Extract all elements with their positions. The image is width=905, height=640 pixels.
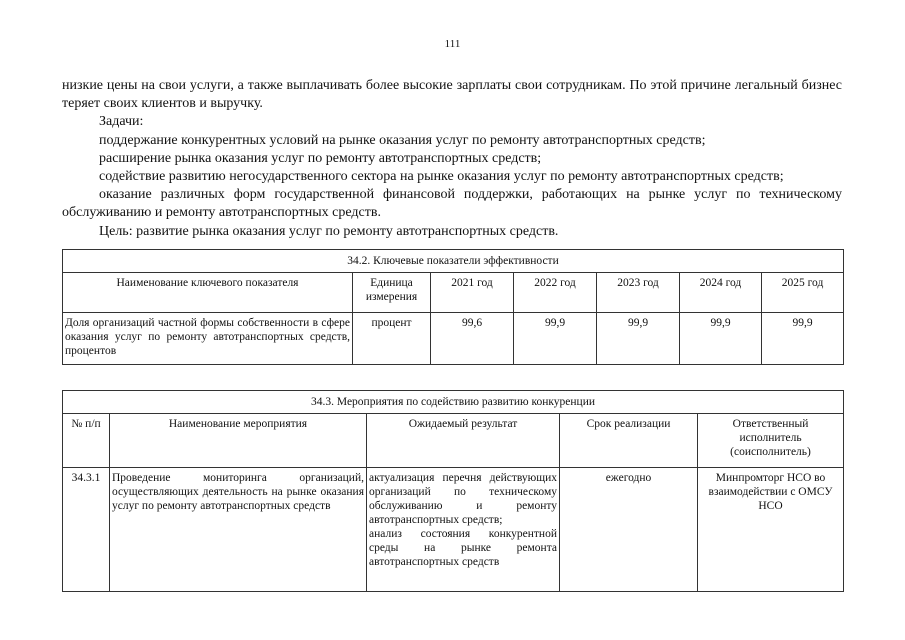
- measures-header-name: Наименование мероприятия: [110, 414, 367, 468]
- kpi-table: [62, 249, 844, 365]
- kpi-row-unit: процент: [353, 313, 431, 365]
- measures-table: [62, 390, 844, 592]
- kpi-row-value: 99,9: [762, 313, 844, 365]
- measures-row-name: Проведение мониторинга организаций, осуществляющих деятельность на рынке оказания услуг по ремонту автотранспортных средств: [110, 468, 367, 592]
- kpi-header-name: Наименование ключевого показателя: [63, 273, 353, 313]
- kpi-header-unit: Единица измерения: [353, 273, 431, 313]
- measures-table-title: 34.3. Мероприятия по содействию развитию конкуренции: [63, 391, 844, 414]
- kpi-row-name: Доля организаций частной формы собственности в сфере оказания услуг по ремонту автотранспортных средств, процентов: [63, 313, 353, 365]
- kpi-header-year: 2025 год: [762, 273, 844, 313]
- kpi-row-value: 99,6: [431, 313, 514, 365]
- kpi-header-year: 2021 год: [431, 273, 514, 313]
- kpi-header-year: 2024 год: [680, 273, 762, 313]
- task-item: содействие развитию негосударственного сектора на рынке оказания услуг по ремонту автотранспортных средств;: [99, 169, 784, 185]
- page-number: 111: [444, 38, 461, 50]
- measures-header-executor: Ответственный исполнитель (соисполнитель): [698, 414, 844, 468]
- goal-text: Цель: развитие рынка оказания услуг по ремонту автотранспортных средств.: [99, 223, 559, 239]
- measures-row-term: ежегодно: [560, 468, 698, 592]
- measures-result-item: актуализация перечня действующих организаций по техническому обслуживанию и ремонту автотранспортных средств;: [369, 472, 557, 526]
- task-item: поддержание конкурентных условий на рынке оказания услуг по ремонту автотранспортных средств;: [99, 132, 706, 148]
- kpi-header-year: 2022 год: [514, 273, 597, 313]
- measures-header-result: Ожидаемый результат: [367, 414, 560, 468]
- measures-header-term: Срок реализации: [560, 414, 698, 468]
- kpi-row-value: 99,9: [514, 313, 597, 365]
- task-item: оказание различных форм государственной финансовой поддержки, работающих на рынке услуг по техническому обслуживанию и ремонту автотранспортных средств.: [62, 187, 842, 221]
- tasks-label: Задачи:: [99, 114, 144, 130]
- paragraph-intro: низкие цены на свои услуги, а также выплачивать более высокие зарплаты свои сотрудникам. По этой причине легальный бизнес теряет своих клиентов и выручку.: [62, 78, 842, 112]
- kpi-table-title: 34.2. Ключевые показатели эффективности: [63, 250, 844, 273]
- body-text: [62, 77, 842, 241]
- kpi-row-value: 99,9: [680, 313, 762, 365]
- measures-row-executor: Минпромторг НСО во взаимодействии с ОМСУ НСО: [698, 468, 844, 592]
- kpi-row-value: 99,9: [597, 313, 680, 365]
- measures-row-result: [367, 468, 560, 592]
- measures-result-item: анализ состояния конкурентной среды на рынке ремонта автотранспортных средств: [369, 528, 557, 568]
- kpi-header-year: 2023 год: [597, 273, 680, 313]
- task-item: расширение рынка оказания услуг по ремонту автотранспортных средств;: [99, 150, 542, 166]
- measures-row-num: 34.3.1: [63, 468, 110, 592]
- measures-header-num: № п/п: [63, 414, 110, 468]
